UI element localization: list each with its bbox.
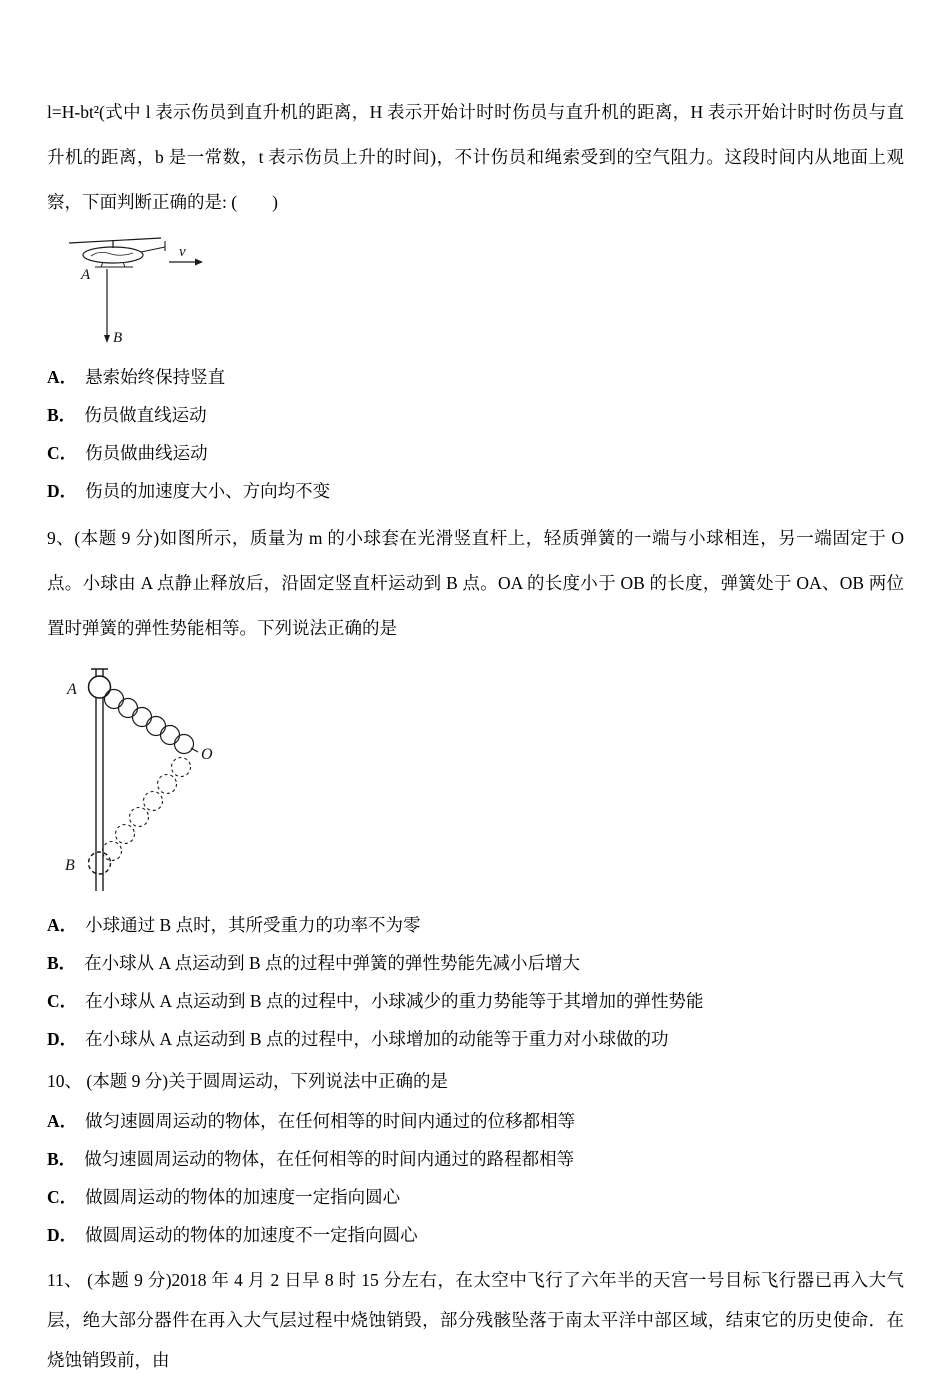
option-text: 在小球从 A 点运动到 B 点的过程中弹簧的弹性势能先减小后增大 bbox=[84, 953, 581, 973]
tail-boom bbox=[141, 247, 165, 252]
option-label: B． bbox=[47, 1149, 77, 1169]
point-a-label: A bbox=[81, 267, 91, 283]
option-label: B． bbox=[47, 405, 77, 425]
option-label: D． bbox=[47, 1225, 78, 1245]
option-text: 伤员的加速度大小、方向均不变 bbox=[85, 481, 331, 501]
velocity-arrow bbox=[169, 259, 203, 266]
helicopter-figure bbox=[61, 229, 241, 354]
ball-at-a bbox=[89, 676, 111, 698]
arrowhead-icon bbox=[195, 259, 203, 266]
option-row bbox=[47, 944, 904, 982]
option-label: B． bbox=[47, 953, 77, 973]
q11-stem: 11、 (本题 9 分)2018 年 4 月 2 日早 8 时 15 分左右，在太空中飞行了六年半的天宫一号目标飞行器已再入大气层，绝大部分器件在再入大气层过程中烧蚀销毁，部分残骸坠落于南太平洋中部区域，结束它的历史使命．在烧蚀销毁前，由 bbox=[47, 1270, 904, 1370]
ball-at-b-dashed bbox=[89, 852, 111, 874]
q8-stem: l=H-bt²(式中 l 表示伤员到直升机的距离，H 表示开始计时时伤员与直升机的距离，H 表示开始计时时伤员与直升机的距离，b 是一常数，t 表示伤员上升的时间)，不计伤员和绳索受到的空气阻力。这段时间内从地面上观察，下面判断正确的是: ( ) bbox=[47, 102, 904, 212]
q10-stem: 10、 (本题 9 分)关于圆周运动，下列说法中正确的是 bbox=[47, 1071, 449, 1091]
helicopter-sketch bbox=[69, 238, 165, 267]
option-row bbox=[47, 1140, 904, 1178]
option-text: 做匀速圆周运动的物体，在任何相等的时间内通过的位移都相等 bbox=[85, 1111, 576, 1131]
option-label: C． bbox=[47, 1187, 78, 1207]
rope-line bbox=[104, 269, 110, 343]
option-row bbox=[47, 906, 904, 944]
option-text: 伤员做直线运动 bbox=[84, 405, 207, 425]
option-text: 在小球从 A 点运动到 B 点的过程中，小球增加的动能等于重力对小球做的功 bbox=[85, 1029, 669, 1049]
spring-dashed bbox=[103, 758, 191, 861]
option-row bbox=[47, 1020, 904, 1058]
q9-options bbox=[47, 906, 904, 1058]
option-text: 做圆周运动的物体的加速度一定指向圆心 bbox=[85, 1187, 401, 1207]
rod-spring-figure bbox=[55, 655, 265, 900]
option-label: A． bbox=[47, 915, 78, 935]
option-row bbox=[47, 1178, 904, 1216]
option-row bbox=[47, 396, 904, 434]
point-a-label: A bbox=[67, 681, 77, 698]
option-text: 做圆周运动的物体的加速度不一定指向圆心 bbox=[85, 1225, 418, 1245]
option-label: D． bbox=[47, 481, 78, 501]
option-text: 小球通过 B 点时，其所受重力的功率不为零 bbox=[85, 915, 421, 935]
point-b-label: B bbox=[113, 330, 123, 346]
option-text: 悬索始终保持竖直 bbox=[85, 367, 226, 387]
q9-stem: 9、(本题 9 分)如图所示，质量为 m 的小球套在光滑竖直杆上，轻质弹簧的一端与小球相连，另一端固定于 O 点。小球由 A 点静止释放后，沿固定竖直杆运动到 B 点。OA 的长度小于 OB 的长度，弹簧处于 OA、OB 两位置时弹簧的弹性势能相等。下列说法正确的是 bbox=[47, 528, 904, 638]
option-label: D． bbox=[47, 1029, 78, 1049]
option-label: C． bbox=[47, 443, 78, 463]
option-text: 在小球从 A 点运动到 B 点的过程中，小球减少的重力势能等于其增加的弹性势能 bbox=[85, 991, 704, 1011]
option-row bbox=[47, 358, 904, 396]
option-text: 伤员做曲线运动 bbox=[85, 443, 208, 463]
spring-solid bbox=[105, 690, 199, 754]
option-row bbox=[47, 1102, 904, 1140]
option-row bbox=[47, 1216, 904, 1254]
option-row bbox=[47, 434, 904, 472]
option-text: 做匀速圆周运动的物体，在任何相等的时间内通过的路程都相等 bbox=[84, 1149, 575, 1169]
point-b-label: B bbox=[65, 857, 75, 874]
option-label: A． bbox=[47, 1111, 78, 1131]
body-detail bbox=[91, 252, 133, 256]
arrowhead-icon bbox=[104, 335, 110, 343]
rotor-blade bbox=[69, 238, 161, 243]
velocity-label: v bbox=[179, 244, 186, 260]
q10-options bbox=[47, 1102, 904, 1254]
option-label: C． bbox=[47, 991, 78, 1011]
q8-options bbox=[47, 358, 904, 510]
option-label: A． bbox=[47, 367, 78, 387]
point-o-label: O bbox=[201, 746, 213, 763]
option-row bbox=[47, 472, 904, 510]
option-row bbox=[47, 982, 904, 1020]
